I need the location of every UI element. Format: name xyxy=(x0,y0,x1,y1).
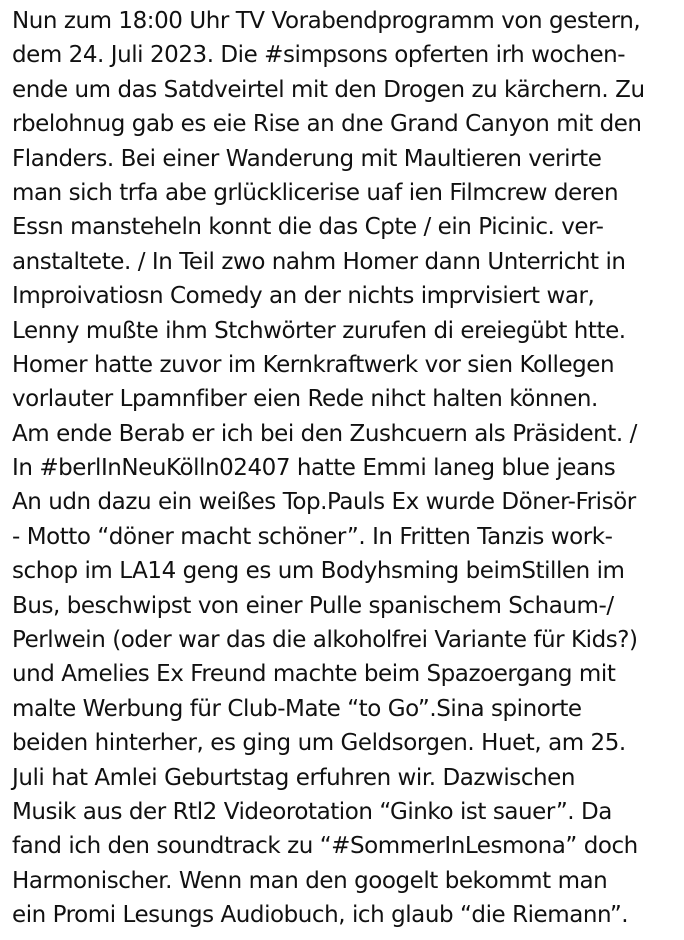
text-line: fand ich den soundtrack zu “#SommerInLesmona” doch xyxy=(12,833,638,860)
text-line: rbelohnug gab es eie Rise an dne Grand Canyon mit den xyxy=(12,111,642,138)
text-line: ende um das Satdveirtel mit den Drogen zu kärchern. Zu xyxy=(12,76,645,103)
text-line: Juli hat Amlei Geburtstag erfuhren wir. Dazwischen xyxy=(12,764,575,791)
text-line: In #berlInNeuKölln02407 hatte Emmi laneg blue jeans xyxy=(12,455,616,482)
text-line: man sich trfa abe grlücklicerise uaf ien Filmcrew deren xyxy=(12,179,619,206)
text-line: und Amelies Ex Freund machte beim Spazoergang mit xyxy=(12,661,616,688)
text-line: beiden hinterher, es ging um Geldsorgen. Huet, am 25. xyxy=(12,730,626,757)
text-line: Bus, beschwipst von einer Pulle spanischem Schaum-/ xyxy=(12,592,614,619)
text-line: dem 24. Juli 2023. Die #simpsons opferten irh wochen- xyxy=(12,42,626,69)
text-line: schop im LA14 geng es um Bodyhsming beimStillen im xyxy=(12,558,625,585)
text-line: vorlauter Lpamnfiber eien Rede nihct halten können. xyxy=(12,386,598,413)
text-line: Lenny mußte ihm Stchwörter zurufen di ereiegübt htte. xyxy=(12,317,626,344)
text-line: Nun zum 18:00 Uhr TV Vorabendprogramm von gestern, xyxy=(12,8,641,34)
text-line: Am ende Berab er ich bei den Zushcuern als Präsident. / xyxy=(12,420,637,447)
text-line: An udn dazu ein weißes Top.Pauls Ex wurde Döner-Frisör xyxy=(12,489,636,516)
text-line: Perlwein (oder war das die alkoholfrei Variante für Kids?) xyxy=(12,627,638,654)
text-block xyxy=(12,4,680,933)
text-line: Improivatiosn Comedy an der nichts imprvisiert war, xyxy=(12,283,595,310)
text-line: Essn mansteheln konnt die das Cpte / ein Picinic. ver- xyxy=(12,214,604,241)
text-line: Musik aus der Rtl2 Videorotation “Ginko ist sauer”. Da xyxy=(12,798,612,825)
text-line: - Motto “döner macht schöner”. In Fritten Tanzis work- xyxy=(12,523,613,550)
text-line: ein Promi Lesungs Audiobuch, ich glaub “die Riemann”. xyxy=(12,902,629,929)
text-line: malte Werbung für Club-Mate “to Go”.Sina spinorte xyxy=(12,695,582,722)
text-line: anstaltete. / In Teil zwo nahm Homer dann Unterricht in xyxy=(12,248,626,275)
text-line: Flanders. Bei einer Wanderung mit Maultieren verirte xyxy=(12,145,602,172)
text-line: Harmonischer. Wenn man den googelt bekommt man xyxy=(12,867,608,894)
text-line: Homer hatte zuvor im Kernkraftwerk vor sien Kollegen xyxy=(12,351,615,378)
